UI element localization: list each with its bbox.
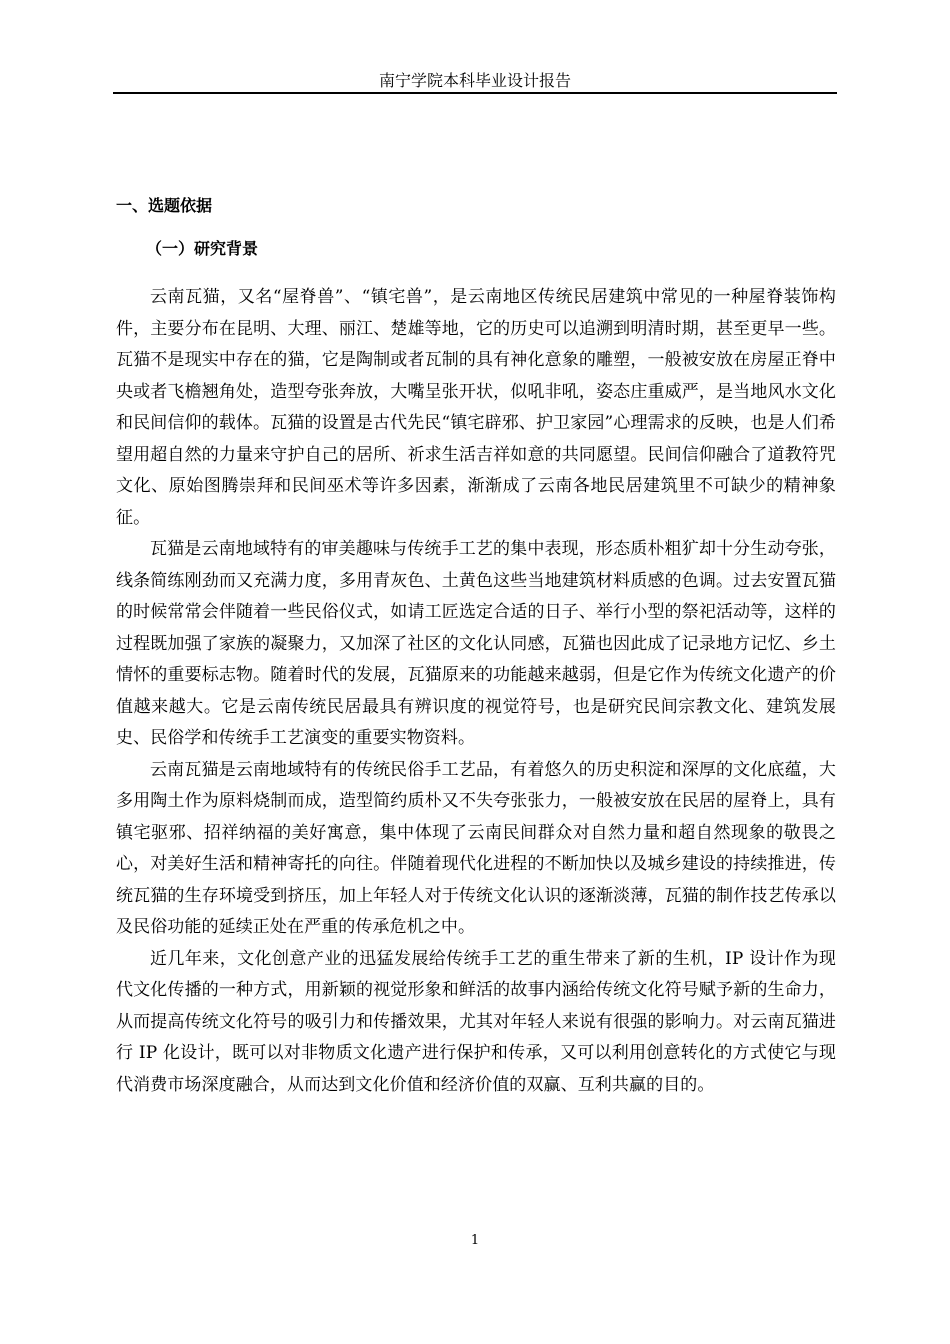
paragraph: 云南瓦猫，又名“屋脊兽”、“镇宅兽”，是云南地区传统民居建筑中常见的一种屋脊装饰构件，主要分布在昆明、大理、丽江、楚雄等地，它的历史可以追溯到明清时期，甚至更早一些。瓦猫不是现实中存在的猫，它是陶制或者瓦制的具有神化意象的雕塑，一般被安放在房屋正脊中央或者飞檐翘角处，造型夸张奔放，大嘴呈张开状，似吼非吼，姿态庄重威严，是当地风水文化和民间信仰的载体。瓦猫的设置是古代先民“镇宅辟邪、护卫家园”心理需求的反映，也是人们希望用超自然的力量来守护自己的居所、祈求生活吉祥如意的共同愿望。民间信仰融合了道教符咒文化、原始图腾崇拜和民间巫术等许多因素，渐渐成了云南各地民居建筑里不可缺少的精神象征。 [116,287,836,528]
page-number: 1 [470,1233,480,1248]
body-text [116,282,836,1101]
paragraph: 云南瓦猫是云南地域特有的传统民俗手工艺品，有着悠久的历史积淀和深厚的文化底蕴，大多用陶土作为原料烧制而成，造型简约质朴又不失夸张张力，一般被安放在民居的屋脊上，具有镇宅驱邪、招祥纳福的美好寓意，集中体现了云南民间群众对自然力量和超自然现象的敬畏之心，对美好生活和精神寄托的向往。伴随着现代化进程的不断加快以及城乡建设的持续推进，传统瓦猫的生存环境受到挤压，加上年轻人对于传统文化认识的逐渐淡薄，瓦猫的制作技艺传承以及民俗功能的延续正处在严重的传承危机之中。 [116,759,836,937]
page-header-title: 南宁学院本科毕业设计报告 [378,71,571,90]
paragraph: 瓦猫是云南地域特有的审美趣味与传统手工艺的集中表现，形态质朴粗犷却十分生动夸张，线条简练刚劲而又充满力度，多用青灰色、土黄色这些当地建筑材料质感的色调。过去安置瓦猫的时候常常会伴随着一些民俗仪式，如请工匠选定合适的日子、举行小型的祭祀活动等，这样的过程既加强了家族的凝聚力，又加深了社区的文化认同感，瓦猫也因此成了记录地方记忆、乡土情怀的重要标志物。随着时代的发展，瓦猫原来的功能越来越弱，但是它作为传统文化遗产的价值越来越大。它是云南传统民居最具有辨识度的视觉符号，也是研究民间宗教文化、建筑发展史、民俗学和传统手工艺演变的重要实物资料。 [116,539,836,748]
section-heading: 一、选题依据 [116,196,213,215]
header-divider [113,92,837,94]
subsection-heading: （一）研究背景 [146,239,259,258]
paragraph: 近几年来，文化创意产业的迅猛发展给传统手工艺的重生带来了新的生机，IP 设计作为现代文化传播的一种方式，用新颖的视觉形象和鲜活的故事内涵给传统文化符号赋予新的生命力，从而提高传统文化符号的吸引力和传播效果，尤其对年轻人来说有很强的影响力。对云南瓦猫进行 IP 化设计，既可以对非物质文化遗产进行保护和传承，又可以利用创意转化的方式使它与现代消费市场深度融合，从而达到文化价值和经济价值的双赢、互利共赢的目的。 [116,948,836,1095]
